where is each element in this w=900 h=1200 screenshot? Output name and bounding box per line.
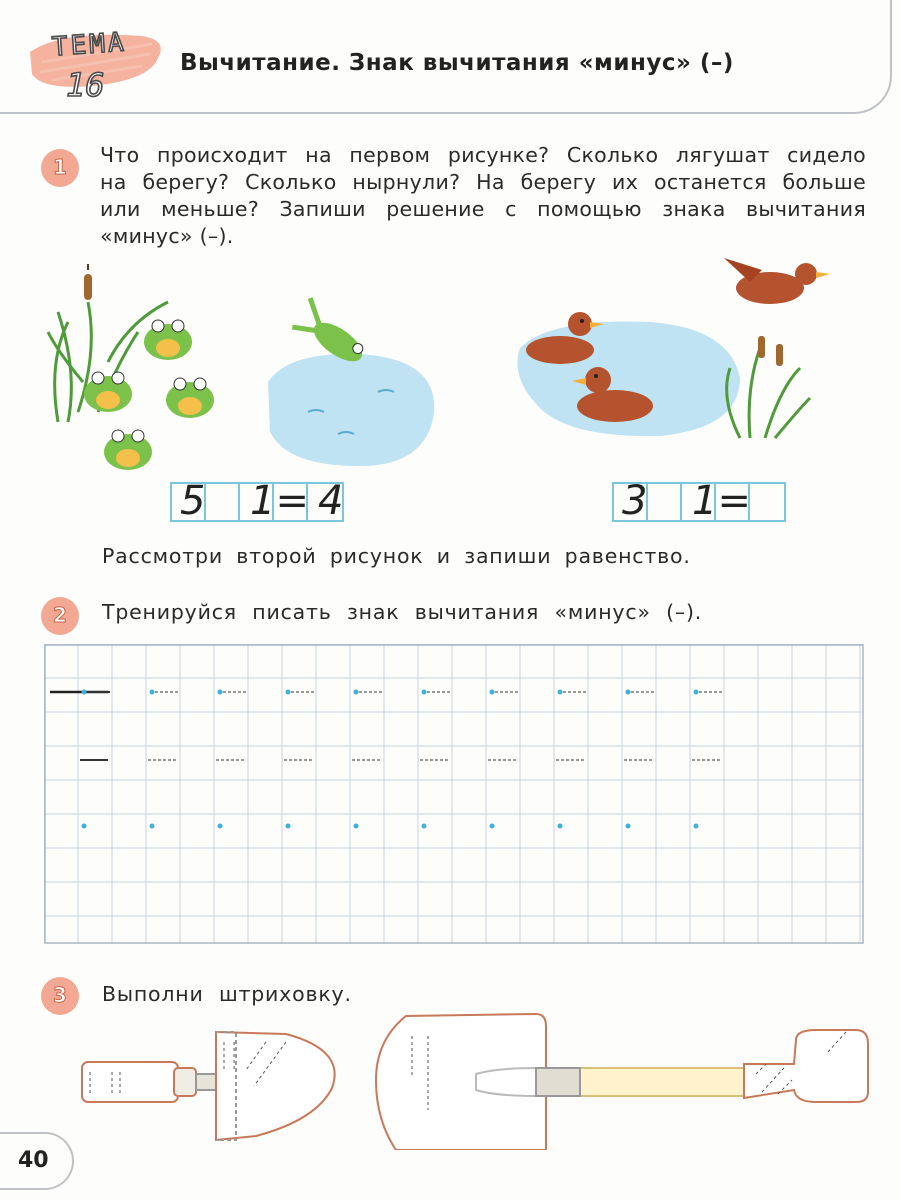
task-3-text: Выполни штриховку. [102,982,352,1006]
shading-illustration[interactable] [76,1010,876,1150]
frogs-illustration [38,262,438,482]
frog-icon [144,320,192,360]
equation-2-subtrahend: 1= [692,478,751,524]
task-3-number [40,976,80,1016]
task-1-line: на берегу? Сколько нырнули? На берегу их останется больше [100,170,866,194]
shovel-icon [376,1014,868,1150]
equation-2-minuend: 3 [622,478,648,524]
topic-word: ТЕМА [51,27,128,63]
task-1-line: «минус» (–). [100,224,234,248]
page-number [0,1132,74,1190]
ducks-illustration [510,248,840,448]
task-1-text [100,142,866,250]
task-1-number [40,148,80,188]
frog-icon [166,378,214,418]
task-1-subtext: Рассмотри второй рисунок и запиши равенство. [102,544,691,568]
page-title: Вычитание. Знак вычитания «минус» (–) [180,50,734,76]
equation-1-result: 4 [318,478,344,524]
task-2-number-label: 2 [53,603,67,627]
task-1-line: или меньше? Запиши решение с помощью знака вычитания [100,197,866,221]
task-3-number-label: 3 [53,983,67,1007]
task-2-number [40,596,80,636]
page-number-label: 40 [18,1148,49,1173]
answer-cell [750,484,784,520]
frog-icon [84,372,132,412]
task-1-line: Что происходит на первом рисунке? Сколько лягушат сидело [100,143,866,167]
answer-cell [648,484,682,520]
topic-number: 16 [66,66,105,104]
equation-1-minuend: 5 [180,478,206,524]
frog-icon [104,430,152,470]
task-2-text: Тренируйся писать знак вычитания «минус» (–). [102,600,703,624]
flying-duck-icon [724,258,830,304]
answer-cell [206,484,240,520]
equation-1-subtrahend: 1= [250,478,309,524]
task-1-number-label: 1 [53,155,67,179]
practice-grid[interactable] [44,644,866,946]
